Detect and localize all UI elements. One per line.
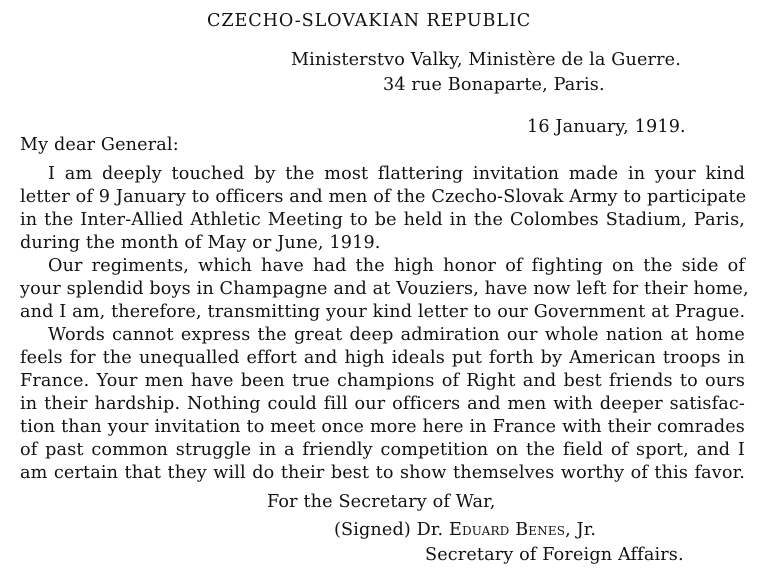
salutation: My dear General: (20, 135, 179, 155)
signer-title: Secretary of Foreign Affairs. (425, 545, 684, 565)
paragraph-3-line-3: France. Your men have been true champions of Right and best friends to ours (20, 371, 745, 391)
paragraph-3-line-7: am certain that they will do their best to show themselves worthy of this favor. (20, 463, 745, 483)
paragraph-2-line-2: your splendid boys in Champagne and at Vouziers, have now left for their home, (20, 279, 749, 299)
paragraph-1-line-4: during the month of May or June, 1919. (20, 233, 381, 253)
paragraph-1-line-3: in the Inter-Allied Athletic Meeting to be held in the Colombes Stadium, Paris, (20, 210, 745, 230)
paragraph-3-line-6: of past common struggle in a friendly competition on the field of sport, and I (20, 440, 745, 460)
paragraph-2-line-3: and I am, therefore, transmitting your kind letter to our Government at Prague. (20, 302, 746, 322)
paragraph-1-line-1: I am deeply touched by the most flattering invitation made in your kind (48, 164, 745, 184)
paragraph-3-line-5: tion than your invitation to meet once more here in France with their comrades (20, 417, 745, 437)
paragraph-2-line-1: Our regiments, which have had the high honor of fighting on the side of (48, 256, 745, 276)
ministry-line: Ministerstvo Valky, Ministère de la Guerre. (291, 50, 681, 70)
signer-last-name: Benes (515, 520, 566, 540)
paragraph-3-line-2: feels for the unequalled effort and high ideals put forth by American troops in (20, 348, 745, 368)
closing-for-line: For the Secretary of War, (267, 492, 496, 512)
letterhead-title: CZECHO-SLOVAKIAN REPUBLIC (207, 11, 532, 31)
letter-date: 16 January, 1919. (527, 117, 686, 137)
paragraph-1-line-2: letter of 9 January to officers and men of the Czecho-Slovak Army to participate (20, 187, 747, 207)
signature-line (334, 519, 596, 541)
signed-prefix: (Signed) Dr. (334, 520, 449, 540)
paragraph-3-line-4: in their hardship. Nothing could fill our officers and men with deeper satisfac- (20, 394, 745, 414)
signer-first-name: Eduard (449, 520, 510, 540)
paragraph-3-line-1: Words cannot express the great deep admiration our whole nation at home (48, 325, 745, 345)
address-line: 34 rue Bonaparte, Paris. (383, 75, 605, 95)
signer-suffix: , Jr. (565, 520, 597, 540)
